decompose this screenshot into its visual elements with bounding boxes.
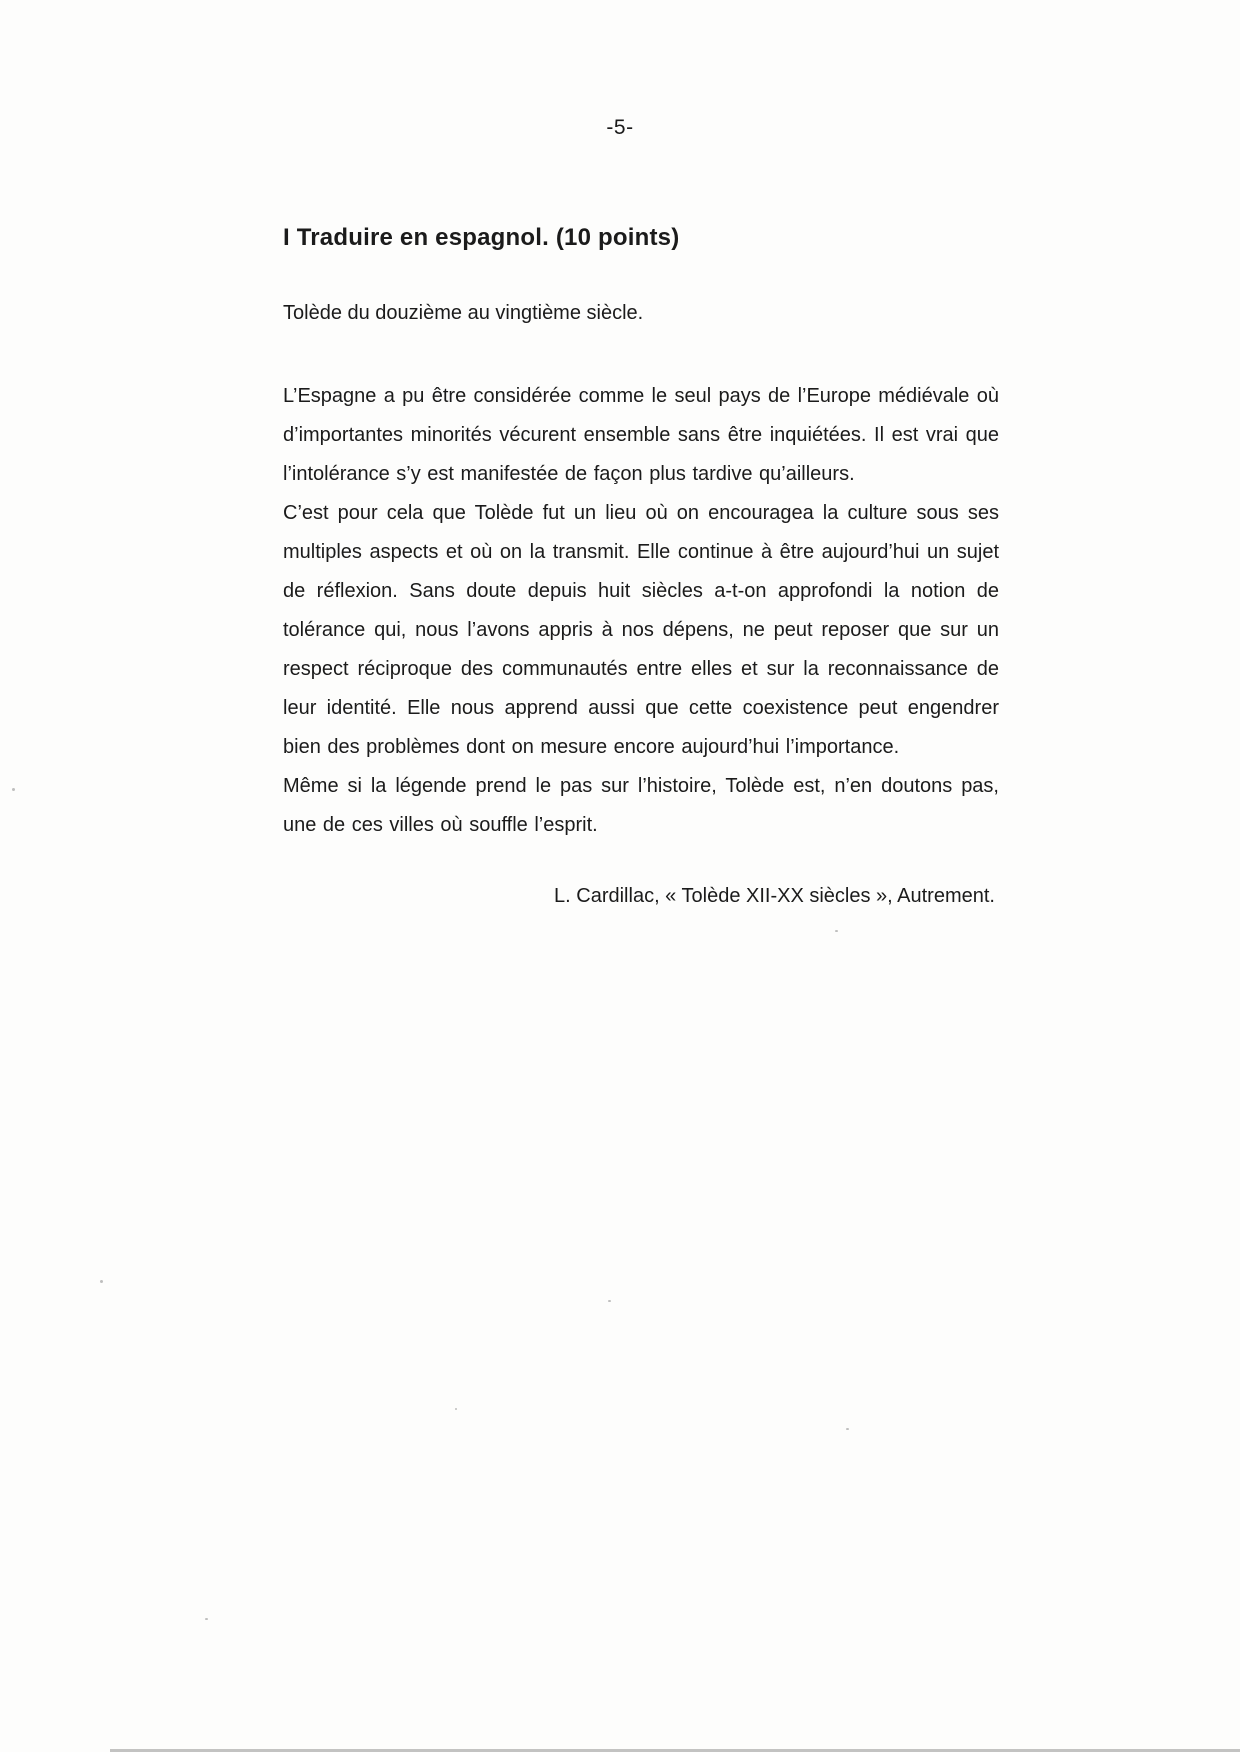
text-subtitle: Tolède du douzième au vingtième siècle. [283,302,644,324]
paragraph-1: L’Espagne a pu être considérée comme le seul pays de l’Europe médiévale où d’importantes minorités vécurent ensemble sans être inquiétées. Il est vrai que l’intolérance s’y est manifestée de façon plus tardive qu’ailleurs. [283,385,999,485]
content-block [283,224,999,908]
attribution-line: L. Cardillac, « Tolède XII-XX siècles », Autrement. [554,885,995,907]
scan-speck [205,1618,208,1620]
paragraph-3: Même si la légende prend le pas sur l’histoire, Tolède est, n’en doutons pas, une de ces villes où souffle l’esprit. [283,775,999,836]
section-heading: I Traduire en espagnol. (10 points) [283,224,680,251]
scan-speck [100,1280,103,1283]
scan-speck [455,1408,457,1410]
scan-speck [835,930,838,932]
scan-speck [608,1300,611,1302]
paragraph-2: C’est pour cela que Tolède fut un lieu où on encouragea la culture sous ses multiples aspects et où on la transmit. Elle continue à être aujourd’hui un sujet de réflexion. Sans doute depuis huit siècles a-t-on approfondi la notion de tolérance qui, nous l’avons appris à nos dépens, ne peut reposer que sur un respect réciproque des communautés entre elles et sur la reconnaissance de leur identité. Elle nous apprend aussi que cette coexistence peut engendrer bien des problèmes dont on mesure encore aujourd’hui l’importance. [283,502,999,758]
scan-speck [12,788,15,791]
page-number: -5- [606,116,634,139]
scan-speck [846,1428,849,1430]
